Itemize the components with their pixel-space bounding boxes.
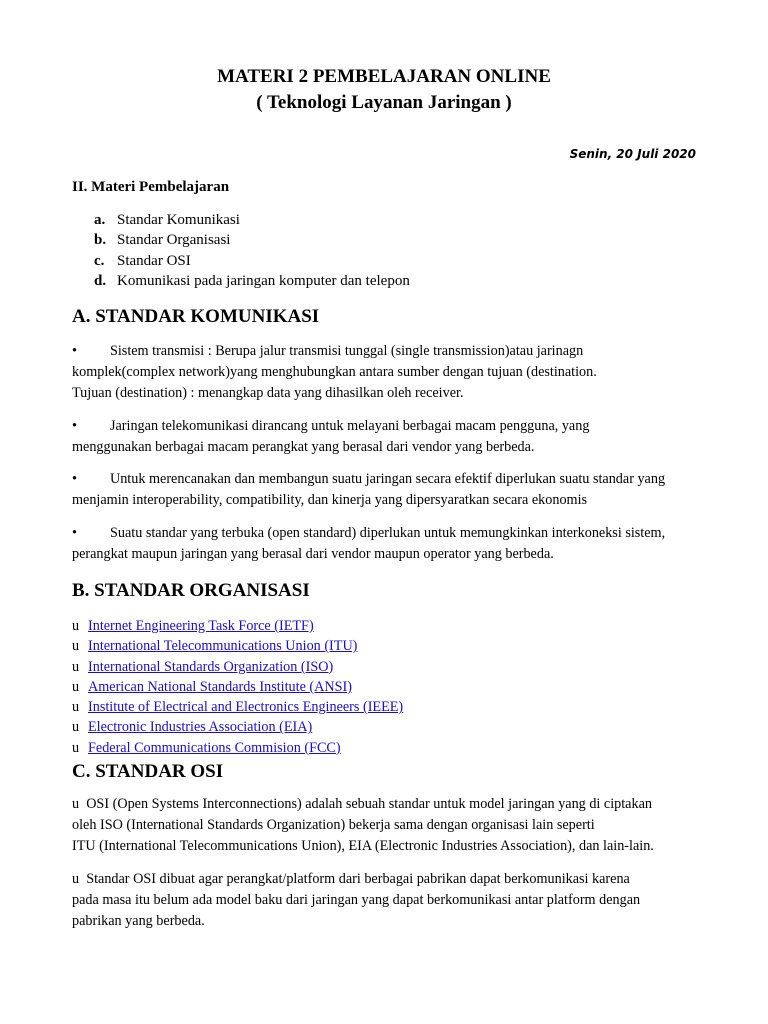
- list-marker: u: [72, 739, 80, 756]
- list-item: [72, 717, 403, 737]
- paragraph-line: Tujuan (destination) : menangkap data yang dihasilkan oleh receiver.: [72, 385, 464, 401]
- list-item-label: Standar OSI: [117, 252, 191, 269]
- section-a-paragraph: [72, 416, 702, 458]
- itu-link[interactable]: International Telecommunications Union (ITU): [88, 638, 358, 655]
- materi-heading: II. Materi Pembelajaran: [72, 179, 230, 195]
- list-marker: u: [72, 618, 80, 634]
- eia-link[interactable]: Electronic Industries Association (EIA): [88, 719, 313, 736]
- list-item: [94, 210, 410, 230]
- list-marker: c.: [94, 252, 105, 269]
- section-c-paragraph: [72, 794, 702, 857]
- list-marker: a.: [94, 212, 106, 228]
- paragraph-line: Sistem transmisi : Berupa jalur transmisi tunggal (single transmission)atau jarinagn: [109, 343, 584, 359]
- paragraph-line: Standar OSI dibuat agar perangkat/platform dari berbagai pabrikan dapat berkomunikasi karena: [86, 871, 630, 887]
- list-marker: u: [72, 678, 80, 695]
- organization-link-list: [72, 616, 403, 758]
- list-item: [94, 271, 410, 291]
- paragraph-line: ITU (International Telecommunications Union), EIA (Electronic Industries Association), dan lain-lain.: [72, 838, 654, 854]
- paragraph-line: Jaringan telekomunikasi dirancang untuk melayani berbagai macam pengguna, yang: [109, 418, 590, 434]
- section-a-paragraph: [72, 341, 702, 404]
- fcc-link[interactable]: Federal Communications Commision (FCC): [88, 739, 341, 756]
- paragraph-line: pada masa itu belum ada model baku dari jaringan yang dapat berkomunikasi antar platform dengan: [72, 892, 641, 908]
- list-marker: u: [72, 638, 80, 655]
- document-subtitle: ( Teknologi Layanan Jaringan ): [256, 92, 512, 113]
- ietf-link[interactable]: Internet Engineering Task Force (IETF): [88, 618, 314, 634]
- bullet-marker: •: [72, 343, 77, 359]
- list-item: [94, 251, 410, 271]
- paragraph-line: komplek(complex network)yang menghubungkan antara sumber dengan tujuan (destination.: [72, 364, 597, 380]
- list-marker: u: [72, 719, 80, 736]
- paragraph-line: Untuk merencanakan dan membangun suatu jaringan secara efektif diperlukan suatu standar yang: [109, 471, 666, 487]
- paragraph-line: menggunakan berbagai macam perangkat yang berasal dari vendor yang berbeda.: [72, 439, 535, 455]
- section-b-heading: B. STANDAR ORGANISASI: [72, 580, 310, 601]
- materi-list: [94, 210, 410, 291]
- list-item: [72, 738, 403, 758]
- paragraph-line: perangkat maupun jaringan yang berasal dari vendor maupun operator yang berbeda.: [72, 546, 554, 562]
- section-a-paragraph: [72, 469, 702, 511]
- list-marker: u: [72, 658, 80, 675]
- paragraph-line: menjamin interoperability, compatibility, dan kinerja yang dipersyaratkan secara ekonomis: [72, 492, 588, 508]
- bullet-marker: •: [72, 418, 77, 434]
- document-date: Senin, 20 Juli 2020: [569, 147, 696, 161]
- section-a-paragraph: [72, 523, 702, 565]
- list-item: [72, 657, 403, 677]
- bullet-marker: •: [72, 525, 77, 541]
- list-marker: u: [72, 871, 80, 887]
- list-marker: b.: [94, 232, 107, 249]
- iso-link[interactable]: International Standards Organization (ISO): [88, 658, 334, 675]
- paragraph-line: Suatu standar yang terbuka (open standard) diperlukan untuk memungkinkan interkoneksi sistem,: [109, 525, 666, 541]
- list-item: [94, 230, 410, 250]
- list-marker: u: [72, 699, 80, 716]
- document-title: MATERI 2 PEMBELAJARAN ONLINE: [217, 66, 551, 87]
- list-item-label: Standar Komunikasi: [117, 212, 240, 228]
- list-marker: d.: [94, 272, 107, 289]
- list-marker: u: [72, 796, 80, 812]
- ansi-link[interactable]: American National Standards Institute (ANSI): [88, 678, 352, 695]
- paragraph-line: pabrikan yang berbeda.: [72, 913, 205, 929]
- list-item: [72, 636, 403, 656]
- list-item-label: Standar Organisasi: [117, 232, 231, 249]
- paragraph-line: OSI (Open Systems Interconnections) adalah sebuah standar untuk model jaringan yang di ciptakan: [86, 796, 652, 812]
- ieee-link[interactable]: Institute of Electrical and Electronics Engineers (IEEE): [88, 699, 404, 716]
- bullet-marker: •: [72, 471, 77, 487]
- list-item: [72, 616, 403, 636]
- list-item-label: Komunikasi pada jaringan komputer dan telepon: [117, 272, 410, 289]
- list-item: [72, 677, 403, 697]
- section-c-heading: C. STANDAR OSI: [72, 761, 224, 782]
- list-item: [72, 697, 403, 717]
- section-a-heading: A. STANDAR KOMUNIKASI: [72, 306, 320, 327]
- section-c-paragraph: [72, 869, 702, 932]
- paragraph-line: oleh ISO (International Standards Organization) bekerja sama dengan organisasi lain seperti: [72, 817, 595, 833]
